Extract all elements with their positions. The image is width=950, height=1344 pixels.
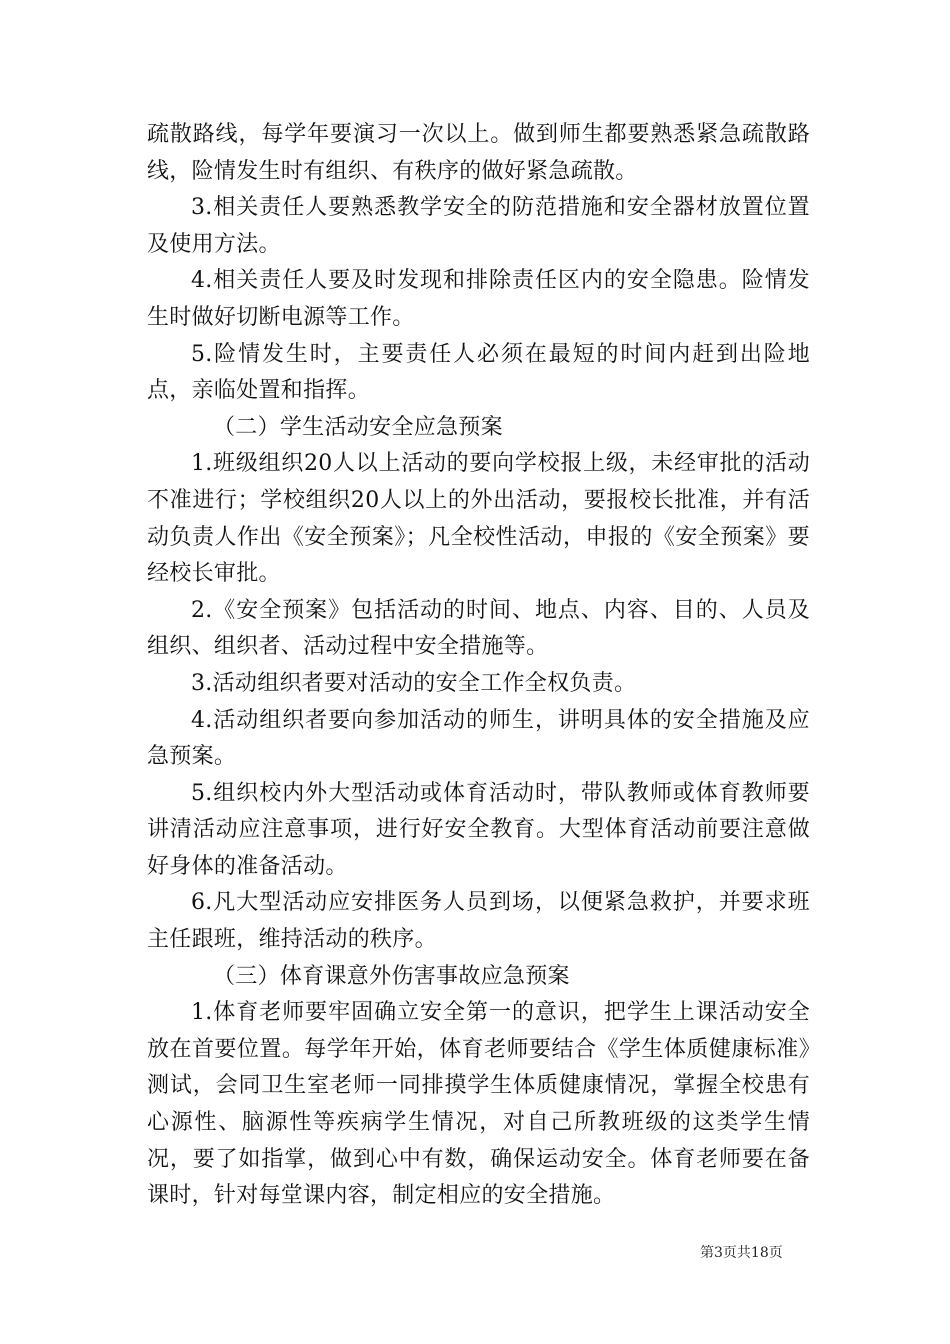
paragraph-item-5b: 5.组织校内外大型活动或体育活动时，带队教师或体育教师要讲清活动应注意事项，进行好安全教育。大型体育活动前要注意做好身体的准备活动。 (147, 780, 810, 879)
paragraph-item-5: 5.险情发生时，主要责任人必须在最短的时间内赶到出险地点，亲临处置和指挥。 (147, 341, 810, 404)
paragraph-item-3: 3.相关责任人要熟悉教学安全的防范措施和安全器材放置位置及使用方法。 (147, 195, 810, 257)
paragraph-item-3b: 3.活动组织者要对活动的安全工作全权负责。 (191, 670, 637, 696)
paragraph-item-2: 2.《安全预案》包括活动的时间、地点、内容、目的、人员及组织、组织者、活动过程中安全措施等。 (147, 597, 810, 660)
page-number: 第3页共18页 (700, 1245, 783, 1261)
section-heading-pe-class: （三）体育课意外伤害事故应急预案 (213, 963, 570, 989)
paragraph-item-1b: 1.体育老师要牢固确立安全第一的意识，把学生上课活动安全放在首要位置。每学年开始，体育老师要结合《学生体质健康标准》测试，会同卫生室老师一同排摸学生体质健康情况，掌握全校患有心源性、脑源性等疾病学生情况，对自己所教班级的这类学生情况，要了如指掌，做到心中有数，确保运动安全。体育老师要在备课时，针对每堂课内容，制定相应的安全措施。 (147, 1000, 810, 1209)
paragraph-item-6: 6.凡大型活动应安排医务人员到场，以便紧急救护，并要求班主任跟班，维持活动的秩序。 (147, 890, 810, 953)
document-body (147, 117, 810, 1215)
paragraph-continuation: 疏散路线，每学年要演习一次以上。做到师生都要熟悉紧急疏散路线，险情发生时有组织、有秩序的做好紧急疏散。 (147, 122, 810, 184)
section-heading-student-activity: （二）学生活动安全应急预案 (213, 414, 503, 440)
paragraph-item-1: 1.班级组织20人以上活动的要向学校报上级，未经审批的活动不准进行；学校组织20人以上的外出活动，要报校长批准，并有活动负责人作出《安全预案》；凡全校性活动，申报的《安全预案》要经校长审批。 (147, 451, 810, 587)
paragraph-item-4: 4.相关责任人要及时发现和排除责任区内的安全隐患。险情发生时做好切断电源等工作。 (147, 268, 810, 330)
paragraph-item-4b: 4.活动组织者要向参加活动的师生，讲明具体的安全措施及应急预案。 (147, 707, 810, 770)
